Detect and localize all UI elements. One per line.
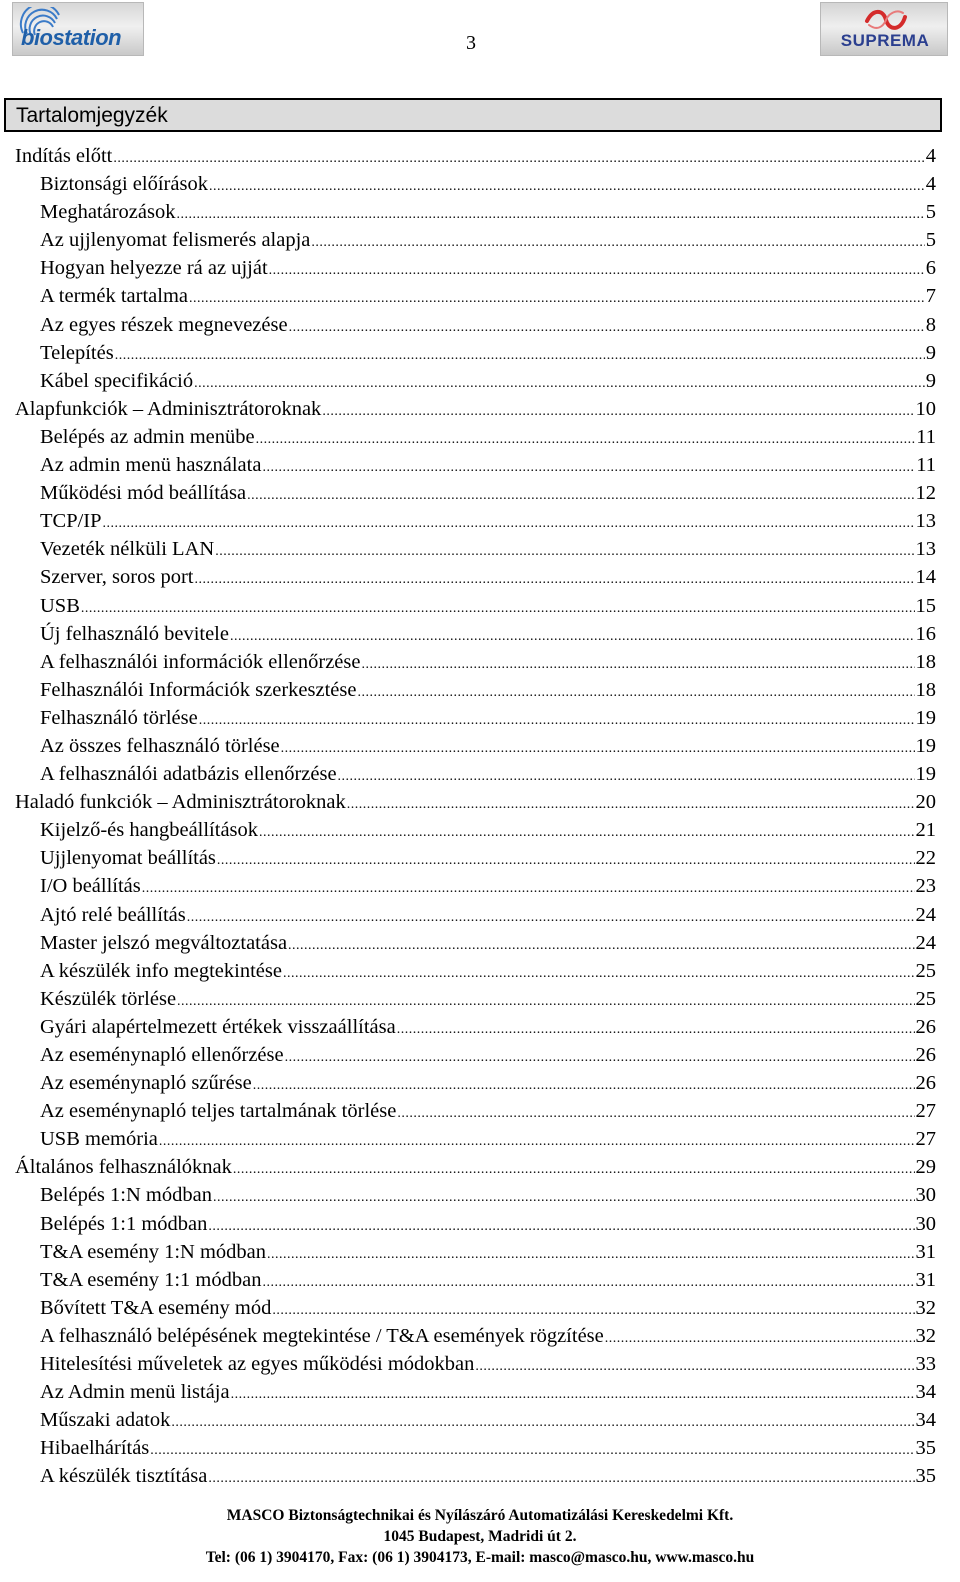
footer-address: 1045 Budapest, Madridi út 2. (383, 1528, 577, 1545)
toc-dot-leader (267, 1241, 914, 1269)
toc-section-entry[interactable] (0, 1266, 960, 1294)
toc-entry-title: Biztonsági előírások (40, 173, 208, 196)
toc-dot-leader (256, 426, 916, 454)
toc-entry-page: 9 (925, 369, 936, 392)
toc-entry-title: T&A esemény 1:1 módban (40, 1268, 262, 1291)
toc-entry-title: Működési mód beállítása (40, 482, 247, 505)
page-number: 3 (466, 32, 476, 54)
toc-entry-page: 5 (925, 201, 936, 224)
toc-entry-title: Az összes felhasználó törlése (40, 734, 280, 757)
toc-entry-page: 34 (915, 1381, 936, 1404)
toc-section-entry[interactable] (0, 254, 960, 282)
toc-section-entry[interactable] (0, 479, 960, 507)
toc-entry-title: Vezeték nélküli LAN (40, 538, 215, 561)
toc-title: Tartalomjegyzék (4, 98, 942, 132)
toc-dot-leader (322, 398, 914, 426)
toc-entry-title: A felhasználó belépésének megtekintése / T&A események rögzítése (40, 1324, 604, 1347)
toc-entry-title: Alapfunkciók – Adminisztrátoroknak (15, 397, 322, 420)
toc-entry-title: A készülék info megtekintése (40, 959, 282, 982)
toc-entry-page: 18 (915, 650, 936, 673)
toc-section-entry[interactable] (0, 282, 960, 310)
toc-chapter-entry[interactable] (0, 788, 960, 816)
toc-entry-page: 13 (915, 510, 936, 533)
toc-section-entry[interactable] (0, 1378, 960, 1406)
toc-dot-leader (194, 370, 925, 398)
toc-dot-leader (338, 763, 915, 791)
toc-section-entry[interactable] (0, 816, 960, 844)
toc-dot-leader (269, 257, 925, 285)
toc-entry-title: I/O beállítás (40, 875, 141, 898)
toc-section-entry[interactable] (0, 170, 960, 198)
toc-section-entry[interactable] (0, 1069, 960, 1097)
toc-entry-title: Készülék törlése (40, 987, 177, 1010)
toc-section-entry[interactable] (0, 592, 960, 620)
toc-entry-page: 6 (925, 257, 936, 280)
toc-entry-page: 34 (915, 1409, 936, 1432)
toc-dot-leader (347, 791, 915, 819)
toc-entry-page: 23 (915, 875, 936, 898)
toc-entry-page: 7 (925, 285, 936, 308)
toc-entry-title: Felhasználó törlése (40, 706, 198, 729)
page-footer (0, 1505, 960, 1568)
toc-section-entry[interactable] (0, 311, 960, 339)
toc-entry-title: Ajtó relé beállítás (40, 903, 186, 926)
toc-entry-page: 24 (915, 931, 936, 954)
toc-section-entry[interactable] (0, 367, 960, 395)
toc-dot-leader (605, 1325, 915, 1353)
toc-dot-leader (285, 1044, 915, 1072)
toc-dot-leader (81, 595, 915, 623)
toc-dot-leader (311, 229, 924, 257)
toc-entry-page: 20 (915, 791, 936, 814)
toc-entry-page: 14 (915, 566, 936, 589)
toc-entry-page: 18 (915, 678, 936, 701)
toc-entry-page: 25 (915, 987, 936, 1010)
toc-dot-leader (142, 875, 915, 903)
toc-entry-page: 9 (925, 341, 936, 364)
toc-entry-page: 29 (915, 1156, 936, 1179)
toc-chapter-entry[interactable] (0, 1153, 960, 1181)
toc-dot-leader (272, 1297, 914, 1325)
infinity-swoosh-icon (863, 7, 909, 33)
toc-list (0, 142, 960, 1491)
toc-entry-page: 11 (916, 425, 936, 448)
toc-entry-title: Az eseménynapló ellenőrzése (40, 1044, 284, 1066)
toc-entry-title: Az eseménynapló szűrése (40, 1072, 252, 1095)
toc-section-entry[interactable] (0, 844, 960, 872)
toc-section-entry[interactable] (0, 198, 960, 226)
toc-dot-leader (150, 1437, 914, 1465)
toc-entry-title: Új felhasználó bevitele (40, 622, 229, 645)
toc-dot-leader (289, 314, 925, 342)
toc-entry-title: Felhasználói Információk szerkesztése (40, 678, 357, 701)
toc-entry-page: 26 (915, 1015, 936, 1038)
toc-dot-leader (262, 454, 915, 482)
toc-entry-page: 35 (915, 1465, 936, 1488)
footer-company: MASCO Biztonságtechnikai és Nyílászáró Automatizálási Kereskedelmi Kft. (226, 1507, 734, 1524)
footer-contact: Tel: (06 1) 3904170, Fax: (06 1) 3904173, E-mail: masco@masco.hu, www.masco.hu (205, 1549, 755, 1566)
toc-section-entry[interactable] (0, 676, 960, 704)
toc-entry-page: 22 (915, 847, 936, 870)
toc-dot-leader (262, 1269, 914, 1297)
toc-dot-leader (357, 679, 914, 707)
toc-dot-leader (209, 173, 925, 201)
toc-dot-leader (281, 735, 915, 763)
toc-dot-leader (159, 1128, 915, 1156)
toc-dot-leader (103, 510, 915, 538)
suprema-wordmark: SUPREMA (840, 31, 930, 50)
toc-section-entry[interactable] (0, 563, 960, 591)
toc-entry-page: 25 (915, 959, 936, 982)
toc-entry-title: Hogyan helyezze rá az ujját (40, 257, 268, 280)
toc-entry-title: Hitelesítési műveletek az egyes működési módokban (40, 1353, 475, 1376)
toc-section-entry[interactable] (0, 957, 960, 985)
toc-entry-title: Ujjlenyomat beállítás (40, 847, 216, 870)
toc-dot-leader (176, 201, 924, 229)
toc-dot-leader (397, 1100, 914, 1128)
toc-entry-page: 4 (925, 173, 936, 196)
toc-chapter-entry[interactable] (0, 142, 960, 170)
toc-dot-leader (213, 1184, 915, 1212)
toc-section-entry[interactable] (0, 507, 960, 535)
toc-entry-title: A felhasználói információk ellenőrzése (40, 650, 361, 673)
toc-dot-leader (397, 1016, 915, 1044)
toc-section-entry[interactable] (0, 1462, 960, 1490)
toc-dot-leader (233, 1156, 915, 1184)
toc-dot-leader (189, 285, 925, 313)
toc-entry-page: 26 (915, 1072, 936, 1095)
toc-entry-page: 31 (915, 1268, 936, 1291)
toc-dot-leader (199, 707, 915, 735)
toc-entry-title: Indítás előtt (15, 145, 113, 167)
biostation-logo (12, 2, 144, 56)
toc-entry-title: USB memória (40, 1128, 158, 1151)
toc-entry-title: Műszaki adatok (40, 1409, 171, 1432)
toc-entry-title: Az egyes részek megnevezése (40, 313, 288, 336)
toc-entry-title: A termék tartalma (40, 285, 188, 308)
toc-dot-leader (283, 960, 915, 988)
toc-entry-title: Gyári alapértelmezett értékek visszaállítása (40, 1015, 396, 1038)
toc-entry-title: Belépés 1:1 módban (40, 1212, 208, 1235)
toc-section-entry[interactable] (0, 1294, 960, 1322)
toc-dot-leader (253, 1072, 915, 1100)
toc-entry-title: Általános felhasználóknak (15, 1156, 232, 1179)
toc-section-entry[interactable] (0, 620, 960, 648)
toc-entry-page: 19 (915, 734, 936, 757)
toc-section-entry[interactable] (0, 760, 960, 788)
toc-entry-title: Belépés 1:N módban (40, 1184, 212, 1207)
toc-section-entry[interactable] (0, 1125, 960, 1153)
toc-entry-page: 30 (915, 1184, 936, 1207)
toc-section-entry[interactable] (0, 704, 960, 732)
toc-section-entry[interactable] (0, 1097, 960, 1125)
toc-entry-page: 26 (915, 1044, 936, 1066)
toc-dot-leader (288, 932, 914, 960)
toc-entry-title: Haladó funkciók – Adminisztrátoroknak (15, 791, 346, 814)
toc-entry-page: 16 (915, 622, 936, 645)
toc-dot-leader (194, 566, 914, 594)
toc-entry-page: 12 (915, 482, 936, 505)
toc-chapter-entry[interactable] (0, 395, 960, 423)
toc-section-entry[interactable] (0, 535, 960, 563)
toc-entry-title: Meghatározások (40, 201, 176, 224)
page-header (12, 2, 948, 58)
toc-section-entry[interactable] (0, 872, 960, 900)
toc-dot-leader (217, 847, 915, 875)
toc-dot-leader (171, 1409, 914, 1437)
toc-section-entry[interactable] (0, 1013, 960, 1041)
toc-section-entry[interactable] (0, 929, 960, 957)
toc-entry-title: Az eseménynapló teljes tartalmának törlése (40, 1100, 397, 1123)
toc-entry-page: 27 (915, 1100, 936, 1123)
toc-entry-title: Kábel specifikáció (40, 369, 194, 392)
toc-entry-title: USB (40, 594, 80, 617)
toc-entry-page: 24 (915, 903, 936, 926)
toc-entry-page: 11 (916, 454, 936, 477)
toc-entry-title: Bővített T&A esemény mód (40, 1296, 272, 1319)
toc-section-entry[interactable] (0, 1181, 960, 1209)
toc-entry-page: 32 (915, 1324, 936, 1347)
toc-section-entry[interactable] (0, 1406, 960, 1434)
toc-entry-title: A felhasználói adatbázis ellenőrzése (40, 763, 337, 786)
toc-entry-title: TCP/IP (40, 510, 102, 533)
toc-dot-leader (231, 1381, 915, 1409)
toc-dot-leader (177, 988, 914, 1016)
toc-dot-leader (187, 904, 915, 932)
toc-entry-title: Az Admin menü listája (40, 1381, 230, 1404)
toc-section-entry[interactable] (0, 648, 960, 676)
toc-dot-leader (475, 1353, 914, 1381)
toc-entry-page: 8 (925, 313, 936, 336)
toc-entry-page: 13 (915, 538, 936, 561)
toc-entry-page: 30 (915, 1212, 936, 1235)
toc-entry-page: 27 (915, 1128, 936, 1151)
toc-entry-title: Telepítés (40, 341, 114, 364)
toc-dot-leader (208, 1213, 914, 1241)
toc-dot-leader (247, 482, 914, 510)
toc-dot-leader (215, 538, 914, 566)
toc-section-entry[interactable] (0, 451, 960, 479)
toc-entry-page: 21 (915, 819, 936, 842)
toc-entry-title: Belépés az admin menübe (40, 425, 255, 448)
toc-section-entry[interactable] (0, 1041, 960, 1069)
toc-section-entry[interactable] (0, 1434, 960, 1462)
suprema-logo (820, 2, 948, 56)
toc-section-entry[interactable] (0, 339, 960, 367)
toc-dot-leader (361, 651, 914, 679)
toc-entry-title: Szerver, soros port (40, 566, 194, 589)
toc-entry-page: 19 (915, 763, 936, 786)
toc-dot-leader (208, 1465, 914, 1493)
toc-entry-page: 31 (915, 1240, 936, 1263)
toc-section-entry[interactable] (0, 1350, 960, 1378)
toc-entry-title: A készülék tisztítása (40, 1465, 208, 1488)
toc-entry-title: Kijelző-és hangbeállítások (40, 819, 259, 842)
toc-entry-page: 35 (915, 1437, 936, 1460)
toc-section-entry[interactable] (0, 901, 960, 929)
toc-entry-page: 5 (925, 229, 936, 252)
toc-section-entry[interactable] (0, 423, 960, 451)
toc-dot-leader (115, 342, 925, 370)
biostation-wordmark: biostation (21, 25, 122, 50)
toc-entry-page: 10 (915, 397, 936, 420)
toc-section-entry[interactable] (0, 226, 960, 254)
toc-entry-page: 15 (915, 594, 936, 617)
toc-entry-page: 32 (915, 1296, 936, 1319)
toc-entry-title: Az ujjlenyomat felismerés alapja (40, 229, 311, 252)
toc-dot-leader (230, 623, 915, 651)
toc-section-entry[interactable] (0, 1210, 960, 1238)
toc-entry-page: 4 (925, 145, 936, 167)
toc-entry-page: 19 (915, 706, 936, 729)
toc-section-entry[interactable] (0, 732, 960, 760)
toc-entry-title: Az admin menü használata (40, 454, 262, 477)
toc-entry-title: Hibaelhárítás (40, 1437, 150, 1460)
toc-section-entry[interactable] (0, 1322, 960, 1350)
toc-section-entry[interactable] (0, 1238, 960, 1266)
toc-entry-title: T&A esemény 1:N módban (40, 1240, 267, 1263)
toc-entry-title: Master jelszó megváltoztatása (40, 931, 288, 954)
toc-dot-leader (113, 145, 924, 173)
toc-section-entry[interactable] (0, 985, 960, 1013)
toc-dot-leader (259, 819, 914, 847)
toc-entry-page: 33 (915, 1353, 936, 1376)
